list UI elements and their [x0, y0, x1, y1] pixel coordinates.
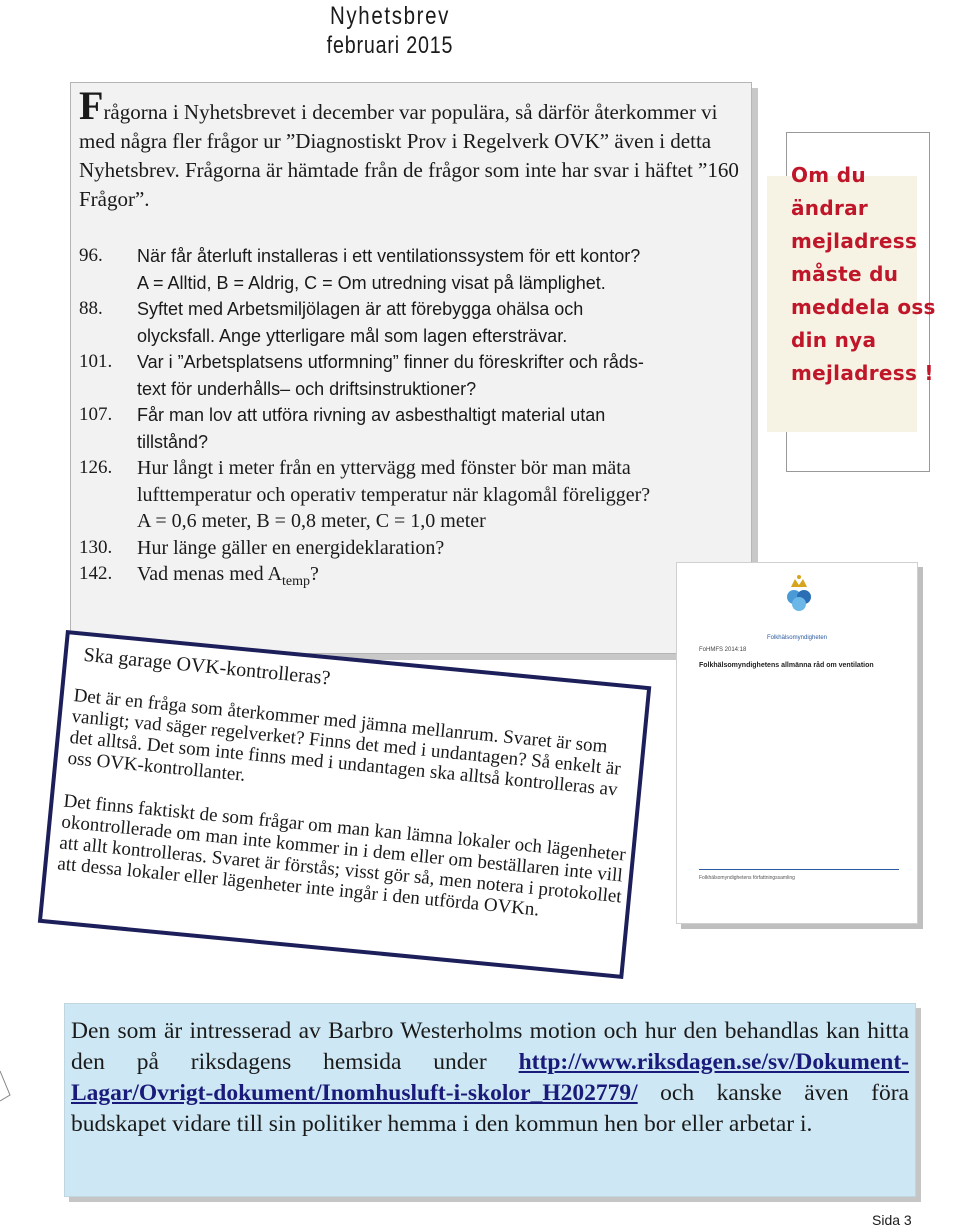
question-text: text för underhålls– och driftsinstruktioner?	[137, 378, 477, 399]
page-edge-mark-icon	[0, 1065, 14, 1105]
newsletter-date: februari 2015	[326, 32, 454, 59]
ovk-paragraph-2: Det finns faktiskt de som frågar om man kan lämna lokaler och lägenheter okontrollerade om man inte kommer in i dem eller om beställaren inte vill att allt kontrolleras. Svaret är förstås; visst gör så, men notera i protokollet att dessa lokaler eller lägenheter inte ingår i den utförda OVKn.	[56, 790, 627, 921]
question-subscript: temp	[281, 574, 310, 589]
question-item	[79, 455, 749, 535]
question-text: Får man lov att utföra rivning av asbesthaltigt material utan	[137, 405, 606, 425]
email-notice-line: mejladress	[791, 229, 918, 253]
ovk-title: Ska garage OVK-kontrolleras?	[82, 643, 332, 690]
question-text	[137, 561, 749, 596]
question-number: 96.	[79, 245, 103, 266]
question-item	[79, 296, 749, 349]
email-notice-line: din nya	[791, 328, 877, 352]
question-number: 88.	[79, 298, 103, 319]
intro-text: rågorna i Nyhetsbrevet i december var populära, så därför återkommer vi med några fler frågor ur ”Diagnostiskt Prov i Regelverk OVK” även i detta Nyhetsbrev. Frågorna är hämtade från de frågor som inte har svar i häftet ”160 Frågor”.	[79, 100, 739, 211]
email-notice-line: måste du	[791, 262, 899, 286]
question-item	[79, 349, 749, 402]
intro-dropcap: F	[79, 83, 104, 128]
question-number: 142.	[79, 563, 113, 584]
riksdagen-link[interactable]: http://www.riksdagen.se/sv/Dokument-Lagar/Ovrigt-dokument/Inomhusluft-i-skolor_H202779/	[71, 1049, 909, 1106]
info-text-after: och kanske även föra budskapet vidare till sin politiker hemma i den kommun hen bor eller arbetar i.	[71, 1080, 909, 1137]
document-agency: Folkhälsomyndigheten	[766, 635, 828, 641]
question-number: 126.	[79, 457, 113, 478]
question-number: 130.	[79, 536, 113, 558]
question-text: A = Alltid, B = Aldrig, C = Om utredning visat på lämplighet.	[137, 272, 606, 293]
question-number: 107.	[79, 404, 113, 425]
email-notice-box	[786, 132, 936, 472]
question-tail: ?	[309, 563, 319, 585]
ovk-paragraph-1: Det är en fråga som återkommer med jämna mellanrum. Svaret är som vanligt; vad säger regelverket? Finns det med i undantagen? Så enkelt är det alltså. Det som inte finns med i undantagen ska alltså kontrolleras av oss OVK-kontrollanter.	[66, 685, 622, 801]
info-box	[64, 1003, 916, 1197]
question-item	[79, 561, 749, 596]
question-list	[79, 243, 749, 596]
ovk-article-box	[38, 630, 651, 979]
email-notice-line: mejladress !	[791, 361, 934, 385]
question-text: Syftet med Arbetsmiljölagen är att förebygga ohälsa och	[137, 299, 584, 319]
email-notice-line: Om du	[791, 163, 866, 187]
question-text: lufttemperatur och operativ temperatur när klagomål föreligger?	[137, 483, 651, 506]
page-number: Sida 3	[872, 1212, 912, 1228]
crown-logo-icon	[779, 573, 819, 613]
document-code: FoHMFS 2014:18	[699, 647, 747, 653]
info-text	[71, 1016, 909, 1140]
faq-box	[70, 82, 752, 654]
question-text: Hur långt i meter från en yttervägg med fönster bör man mäta	[137, 457, 631, 479]
question-text-main: Vad menas med A	[137, 563, 282, 585]
question-text: tillstånd?	[137, 431, 209, 452]
question-text: När får återluft installeras i ett ventilationssystem för ett kontor?	[137, 246, 641, 266]
document-footer: Folkhälsomyndighetens författningssamling	[699, 875, 795, 881]
question-text: olycksfall. Ange ytterligare mål som lagen eftersträvar.	[137, 325, 568, 346]
question-text: Hur länge gäller en energideklaration?	[137, 536, 445, 559]
document-thumbnail	[676, 562, 918, 924]
email-notice-text	[791, 159, 951, 390]
email-notice-line: meddela oss	[791, 295, 936, 319]
info-text-before: Den som är intresserad av Barbro Westerholms motion och hur den behandlas kan hitta den på riksdagens hemsida under	[71, 1018, 909, 1075]
newsletter-title: Nyhetsbrev	[329, 2, 451, 30]
question-item	[79, 402, 749, 455]
question-text: A = 0,6 meter, B = 0,8 meter, C = 1,0 meter	[137, 510, 486, 532]
document-rule	[699, 869, 899, 870]
question-item	[79, 535, 749, 562]
intro-paragraph	[79, 83, 739, 214]
email-notice-line: ändrar	[791, 196, 869, 220]
question-text: Var i ”Arbetsplatsens utformning” finner du föreskrifter och råds-	[137, 352, 644, 372]
question-number: 101.	[79, 351, 113, 372]
document-heading: Folkhälsomyndighetens allmänna råd om ventilation	[699, 662, 874, 669]
question-item	[79, 243, 749, 296]
